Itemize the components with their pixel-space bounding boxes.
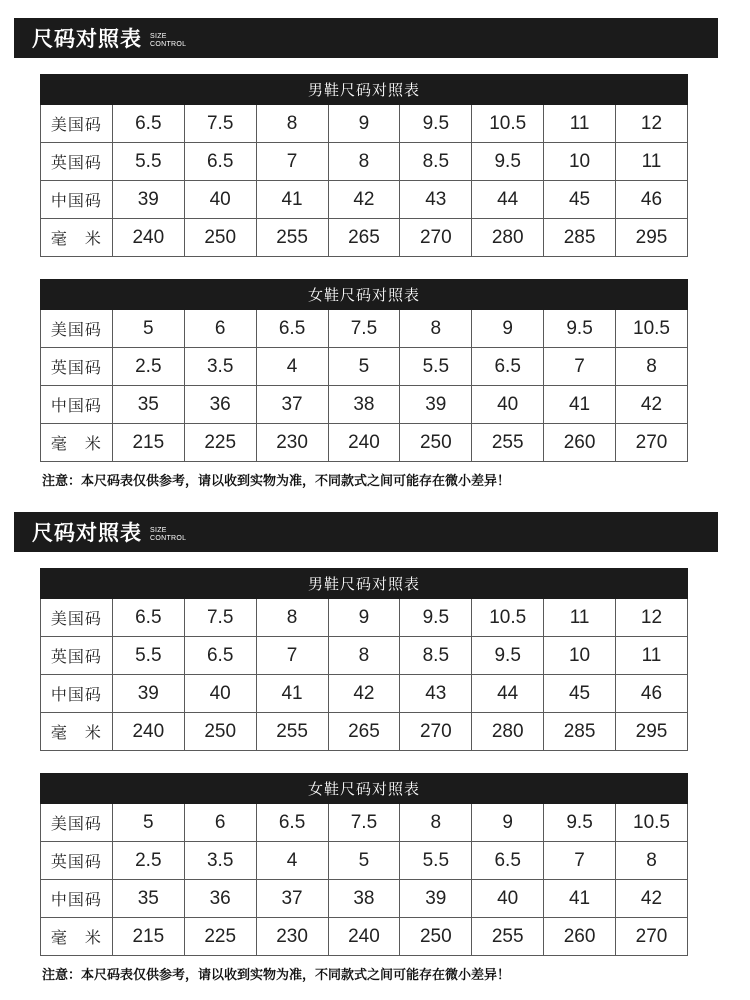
row-label: 中国码 <box>41 880 113 918</box>
size-cell: 10.5 <box>616 804 688 842</box>
row-label: 毫 米 <box>41 424 113 462</box>
size-cell: 270 <box>400 713 472 751</box>
table-row <box>41 918 688 956</box>
size-cell: 39 <box>112 675 184 713</box>
size-cell: 9.5 <box>472 637 544 675</box>
size-cell: 46 <box>616 181 688 219</box>
size-cell: 40 <box>472 386 544 424</box>
size-cell: 43 <box>400 675 472 713</box>
table-row <box>41 675 688 713</box>
size-cell: 7.5 <box>328 310 400 348</box>
row-label: 毫 米 <box>41 918 113 956</box>
size-cell: 5.5 <box>400 842 472 880</box>
size-cell: 255 <box>472 918 544 956</box>
size-cell: 39 <box>400 880 472 918</box>
section-header-bar <box>14 18 718 58</box>
size-cell: 6.5 <box>472 348 544 386</box>
table-row <box>41 348 688 386</box>
size-cell: 12 <box>616 105 688 143</box>
size-cell: 4 <box>256 842 328 880</box>
size-cell: 5.5 <box>112 143 184 181</box>
table-row <box>41 143 688 181</box>
size-cell: 8.5 <box>400 143 472 181</box>
size-cell: 8 <box>616 348 688 386</box>
size-cell: 7.5 <box>184 105 256 143</box>
size-cell: 42 <box>328 675 400 713</box>
size-cell: 11 <box>616 143 688 181</box>
size-cell: 40 <box>472 880 544 918</box>
table-row <box>41 713 688 751</box>
size-cell: 11 <box>616 637 688 675</box>
size-cell: 4 <box>256 348 328 386</box>
size-cell: 8 <box>400 804 472 842</box>
size-cell: 240 <box>328 918 400 956</box>
size-cell: 6.5 <box>256 804 328 842</box>
size-disclaimer-note: 注意：本尺码表仅供参考，请以收到实物为准，不同款式之间可能存在微小差异！ <box>42 968 511 983</box>
size-cell: 12 <box>616 599 688 637</box>
size-cell: 9.5 <box>472 143 544 181</box>
size-cell: 5 <box>328 842 400 880</box>
size-cell: 40 <box>184 675 256 713</box>
size-cell: 7.5 <box>328 804 400 842</box>
size-cell: 42 <box>328 181 400 219</box>
size-cell: 240 <box>112 713 184 751</box>
men-table-title: 男鞋尺码对照表 <box>41 75 688 105</box>
size-cell: 3.5 <box>184 348 256 386</box>
size-cell: 8 <box>256 105 328 143</box>
size-cell: 7 <box>544 842 616 880</box>
table-row <box>41 637 688 675</box>
size-cell: 255 <box>256 219 328 257</box>
size-cell: 37 <box>256 880 328 918</box>
size-cell: 230 <box>256 918 328 956</box>
subtitle-line-1: SIZE <box>150 32 167 40</box>
size-cell: 5 <box>112 804 184 842</box>
table-row <box>41 181 688 219</box>
size-cell: 8.5 <box>400 637 472 675</box>
row-label: 英国码 <box>41 842 113 880</box>
size-cell: 5 <box>112 310 184 348</box>
row-label: 中国码 <box>41 386 113 424</box>
table-row <box>41 219 688 257</box>
size-cell: 38 <box>328 386 400 424</box>
size-cell: 6.5 <box>112 105 184 143</box>
size-cell: 36 <box>184 880 256 918</box>
size-cell: 41 <box>544 386 616 424</box>
size-cell: 270 <box>616 918 688 956</box>
size-cell: 6.5 <box>184 143 256 181</box>
size-cell: 8 <box>328 637 400 675</box>
row-label: 美国码 <box>41 310 113 348</box>
size-cell: 5.5 <box>112 637 184 675</box>
upper-size-chart-section <box>0 0 750 494</box>
size-cell: 9.5 <box>400 105 472 143</box>
table-row <box>41 424 688 462</box>
lower-men-size-table <box>40 568 688 751</box>
size-cell: 230 <box>256 424 328 462</box>
size-cell: 215 <box>112 918 184 956</box>
section-title: 尺码对照表 <box>32 521 142 545</box>
size-cell: 41 <box>544 880 616 918</box>
upper-women-size-table <box>40 279 688 462</box>
size-cell: 35 <box>112 386 184 424</box>
size-cell: 10.5 <box>616 310 688 348</box>
size-cell: 240 <box>328 424 400 462</box>
size-cell: 11 <box>544 105 616 143</box>
size-cell: 8 <box>616 842 688 880</box>
size-cell: 255 <box>256 713 328 751</box>
section-subtitle <box>150 28 186 49</box>
size-cell: 9 <box>328 599 400 637</box>
women-table-title: 女鞋尺码对照表 <box>41 774 688 804</box>
size-cell: 255 <box>472 424 544 462</box>
size-cell: 250 <box>400 424 472 462</box>
size-cell: 7 <box>256 143 328 181</box>
size-cell: 280 <box>472 713 544 751</box>
size-cell: 44 <box>472 675 544 713</box>
size-cell: 10 <box>544 143 616 181</box>
size-cell: 225 <box>184 918 256 956</box>
row-label: 英国码 <box>41 348 113 386</box>
subtitle-line-1: SIZE <box>150 526 167 534</box>
size-cell: 215 <box>112 424 184 462</box>
size-cell: 36 <box>184 386 256 424</box>
size-cell: 41 <box>256 181 328 219</box>
size-cell: 46 <box>616 675 688 713</box>
subtitle-line-2: CONTROL <box>150 534 187 542</box>
row-label: 中国码 <box>41 675 113 713</box>
size-cell: 10 <box>544 637 616 675</box>
row-label: 英国码 <box>41 637 113 675</box>
section-header-bar <box>14 512 718 552</box>
table-row <box>41 599 688 637</box>
size-cell: 280 <box>472 219 544 257</box>
section-subtitle <box>150 522 186 543</box>
size-cell: 11 <box>544 599 616 637</box>
table-row <box>41 804 688 842</box>
row-label: 毫 米 <box>41 713 113 751</box>
size-cell: 41 <box>256 675 328 713</box>
size-cell: 265 <box>328 713 400 751</box>
size-cell: 260 <box>544 918 616 956</box>
size-cell: 7.5 <box>184 599 256 637</box>
size-cell: 35 <box>112 880 184 918</box>
size-cell: 6 <box>184 310 256 348</box>
size-cell: 250 <box>184 713 256 751</box>
size-cell: 39 <box>112 181 184 219</box>
section-title: 尺码对照表 <box>32 27 142 51</box>
size-cell: 9.5 <box>544 804 616 842</box>
size-cell: 42 <box>616 386 688 424</box>
size-cell: 5.5 <box>400 348 472 386</box>
men-table-title: 男鞋尺码对照表 <box>41 569 688 599</box>
size-cell: 260 <box>544 424 616 462</box>
women-table-title: 女鞋尺码对照表 <box>41 280 688 310</box>
size-cell: 240 <box>112 219 184 257</box>
size-disclaimer-note: 注意：本尺码表仅供参考，请以收到实物为准，不同款式之间可能存在微小差异！ <box>42 474 511 489</box>
table-row <box>41 105 688 143</box>
size-cell: 9 <box>472 804 544 842</box>
size-cell: 5 <box>328 348 400 386</box>
size-cell: 37 <box>256 386 328 424</box>
size-cell: 9.5 <box>544 310 616 348</box>
row-label: 毫 米 <box>41 219 113 257</box>
size-cell: 38 <box>328 880 400 918</box>
size-cell: 6.5 <box>472 842 544 880</box>
table-row <box>41 386 688 424</box>
size-cell: 9.5 <box>400 599 472 637</box>
lower-women-size-table <box>40 773 688 956</box>
size-cell: 10.5 <box>472 599 544 637</box>
size-cell: 45 <box>544 675 616 713</box>
upper-men-size-table <box>40 74 688 257</box>
size-cell: 295 <box>616 219 688 257</box>
size-cell: 225 <box>184 424 256 462</box>
size-cell: 7 <box>544 348 616 386</box>
size-cell: 9 <box>472 310 544 348</box>
size-cell: 250 <box>184 219 256 257</box>
table-row <box>41 310 688 348</box>
size-cell: 295 <box>616 713 688 751</box>
row-label: 英国码 <box>41 143 113 181</box>
size-cell: 265 <box>328 219 400 257</box>
size-cell: 9 <box>328 105 400 143</box>
size-cell: 43 <box>400 181 472 219</box>
row-label: 中国码 <box>41 181 113 219</box>
size-cell: 6.5 <box>112 599 184 637</box>
size-cell: 40 <box>184 181 256 219</box>
size-cell: 2.5 <box>112 842 184 880</box>
size-cell: 8 <box>328 143 400 181</box>
size-cell: 7 <box>256 637 328 675</box>
table-row <box>41 880 688 918</box>
size-cell: 2.5 <box>112 348 184 386</box>
lower-size-chart-section <box>0 494 750 988</box>
size-cell: 270 <box>400 219 472 257</box>
size-cell: 6.5 <box>256 310 328 348</box>
size-cell: 285 <box>544 219 616 257</box>
size-cell: 8 <box>400 310 472 348</box>
size-cell: 6 <box>184 804 256 842</box>
row-label: 美国码 <box>41 804 113 842</box>
row-label: 美国码 <box>41 599 113 637</box>
size-cell: 42 <box>616 880 688 918</box>
size-cell: 8 <box>256 599 328 637</box>
size-cell: 285 <box>544 713 616 751</box>
size-cell: 45 <box>544 181 616 219</box>
size-cell: 270 <box>616 424 688 462</box>
size-cell: 10.5 <box>472 105 544 143</box>
size-cell: 250 <box>400 918 472 956</box>
subtitle-line-2: CONTROL <box>150 40 187 48</box>
size-cell: 44 <box>472 181 544 219</box>
size-cell: 39 <box>400 386 472 424</box>
table-row <box>41 842 688 880</box>
row-label: 美国码 <box>41 105 113 143</box>
size-cell: 3.5 <box>184 842 256 880</box>
size-cell: 6.5 <box>184 637 256 675</box>
